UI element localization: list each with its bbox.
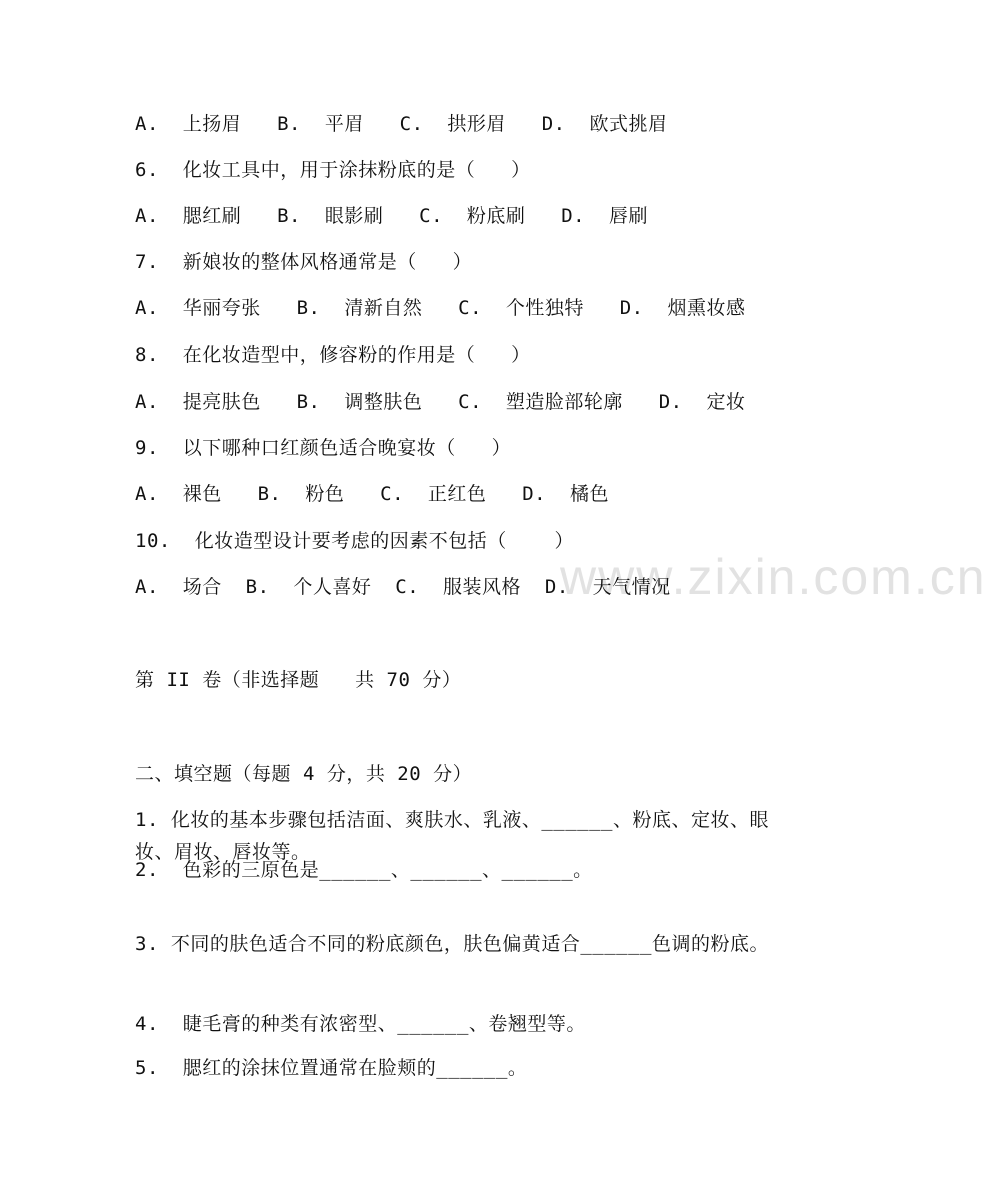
question-8: 8. 在化妆造型中，修容粉的作用是（ ） <box>135 344 531 366</box>
q5-options: A. 上扬眉 B. 平眉 C. 拱形眉 D. 欧式挑眉 <box>135 113 668 135</box>
q8-options: A. 提亮肤色 B. 调整肤色 C. 塑造脸部轮廓 D. 定妆 <box>135 391 746 413</box>
question-6: 6. 化妆工具中，用于涂抹粉底的是（ ） <box>135 159 531 181</box>
fill-question-3: 3. 不同的肤色适合不同的粉底颜色，肤色偏黄适合______色调的粉底。 <box>135 933 769 955</box>
q9-options: A. 裸色 B. 粉色 C. 正红色 D. 橘色 <box>135 483 609 505</box>
q10-options: A. 场合 B. 个人喜好 C. 服装风格 D. 天气情况 <box>135 576 671 598</box>
fill-question-4: 4. 睫毛膏的种类有浓密型、______、卷翘型等。 <box>135 1013 586 1035</box>
fill-question-2: 2. 色彩的三原色是______、______、______。 <box>135 859 593 881</box>
section-title: 第 II 卷（非选择题 共 70 分） <box>135 669 462 691</box>
fill-question-1: 1. 化妆的基本步骤包括洁面、爽肤水、乳液、______、粉底、定妆、眼妆、眉妆、唇妆等。 <box>135 809 769 863</box>
question-7: 7. 新娘妆的整体风格通常是（ ） <box>135 251 473 273</box>
watermark: www.zixin.com.cn <box>560 549 987 605</box>
q7-options: A. 华丽夸张 B. 清新自然 C. 个性独特 D. 烟熏妆感 <box>135 297 746 319</box>
fill-in-heading: 二、填空题（每题 4 分，共 20 分） <box>135 763 473 785</box>
fill-question-5: 5. 腮红的涂抹位置通常在脸颊的______。 <box>135 1057 528 1079</box>
q6-options: A. 腮红刷 B. 眼影刷 C. 粉底刷 D. 唇刷 <box>135 205 648 227</box>
question-9: 9. 以下哪种口红颜色适合晚宴妆（ ） <box>135 437 512 459</box>
question-10: 10. 化妆造型设计要考虑的因素不包括（ ） <box>135 530 574 552</box>
